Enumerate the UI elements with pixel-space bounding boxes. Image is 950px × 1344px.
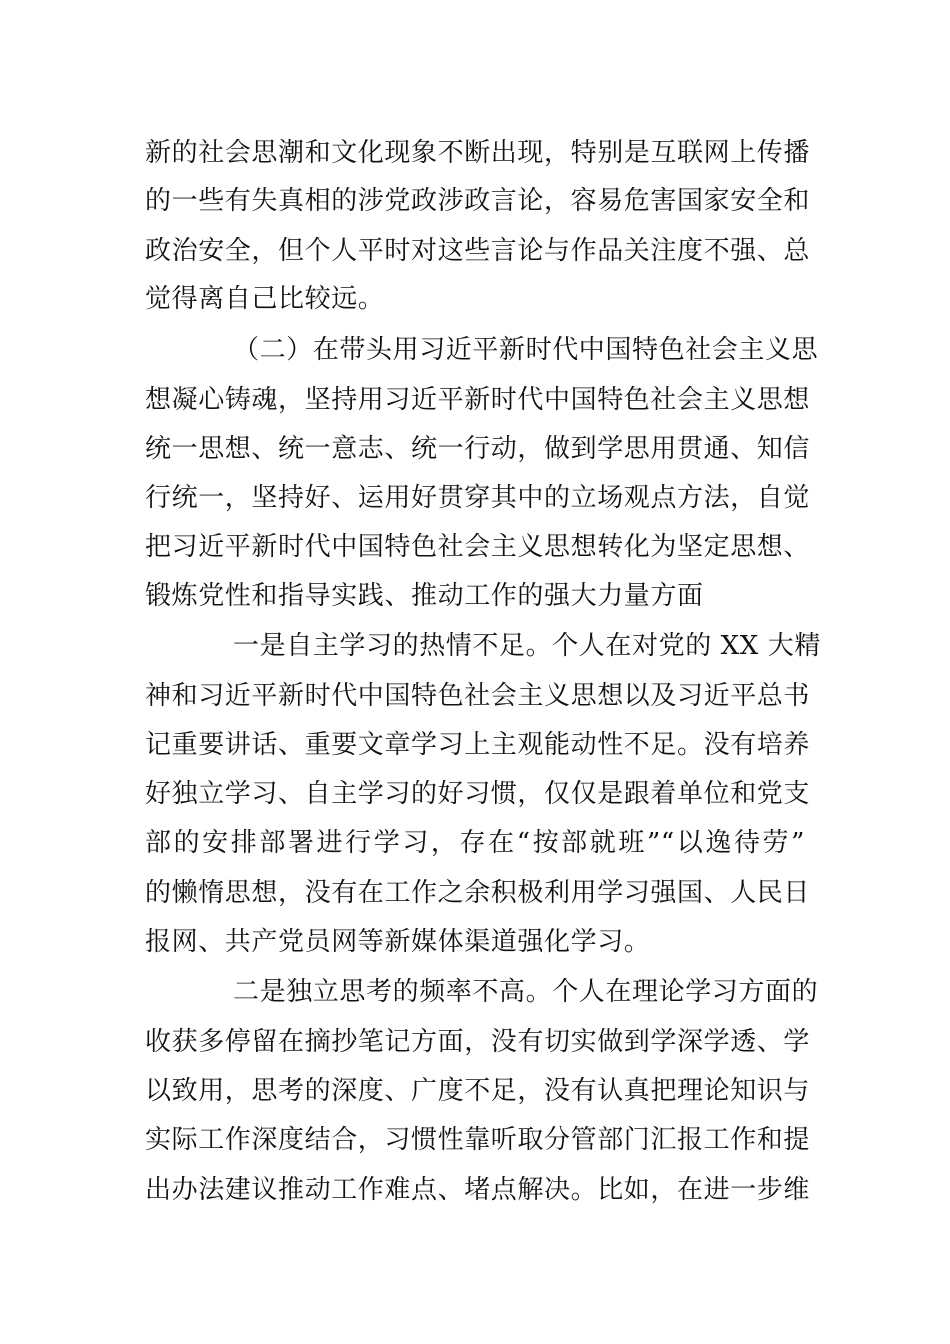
- text-line: 实际工作深度结合，习惯性靠听取分管部门汇报工作和提: [145, 1125, 811, 1155]
- text-line: 二是独立思考的频率不高。个人在理论学习方面的: [233, 977, 819, 1007]
- text-line: 的懒惰思想，没有在工作之余积极利用学习强国、人民日: [145, 878, 811, 908]
- text-line: 以致用，思考的深度、广度不足，没有认真把理论知识与: [145, 1076, 811, 1106]
- text-line: 出办法建议推动工作难点、堵点解决。比如，在进一步维: [145, 1175, 811, 1205]
- text-line: 收获多停留在摘抄笔记方面，没有切实做到学深学透、学: [145, 1027, 811, 1057]
- text-line: 好独立学习、自主学习的好习惯，仅仅是跟着单位和党支: [145, 779, 811, 809]
- text-line: 神和习近平新时代中国特色社会主义思想以及习近平总书: [145, 681, 811, 711]
- text-line: 的一些有失真相的涉党政涉政言论，容易危害国家安全和: [145, 186, 811, 216]
- section-heading-line: 把习近平新时代中国特色社会主义思想转化为坚定思想、: [145, 532, 811, 562]
- text-line: 一是自主学习的热情不足。个人在对党的 XX 大精: [233, 631, 821, 661]
- section-heading-line: 想凝心铸魂，坚持用习近平新时代中国特色社会主义思想: [145, 385, 811, 415]
- text-line: 报网、共产党员网等新媒体渠道强化学习。: [145, 927, 651, 957]
- section-heading-line: 统一思想、统一意志、统一行动，做到学思用贯通、知信: [145, 434, 811, 464]
- text-line: 觉得离自己比较远。: [145, 284, 385, 314]
- section-heading-line: 行统一，坚持好、运用好贯穿其中的立场观点方法，自觉: [145, 483, 811, 513]
- section-heading-line: 锻炼党性和指导实践、推动工作的强大力量方面: [145, 581, 704, 611]
- text-line: 部的安排部署进行学习，存在“按部就班”“以逸待劳”: [145, 828, 805, 858]
- text-line: 新的社会思潮和文化现象不断出现，特别是互联网上传播: [145, 138, 811, 168]
- section-heading-line: （二）在带头用习近平新时代中国特色社会主义思: [233, 335, 819, 365]
- text-line: 政治安全，但个人平时对这些言论与作品关注度不强、总: [145, 236, 811, 266]
- text-line: 记重要讲话、重要文章学习上主观能动性不足。没有培养: [145, 730, 811, 760]
